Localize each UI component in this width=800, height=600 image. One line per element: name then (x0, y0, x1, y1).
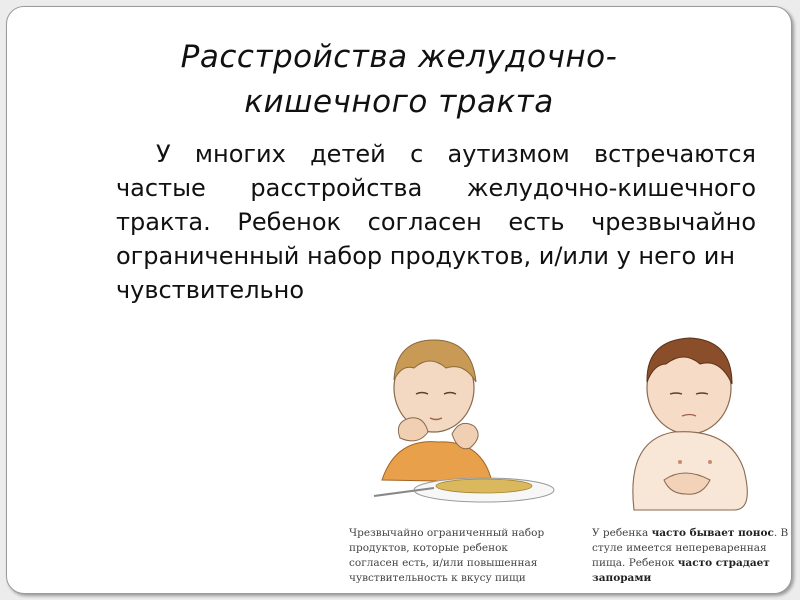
toddler-holding-tummy-image (633, 338, 747, 510)
body-text-main: У многих детей с аутизмом встречаются частые расстройства желудочно-кишечного тракта. Ребенок согласен есть чрезвычайно ограниченный набор продуктов, и/или у него ин (116, 140, 756, 270)
caption-right-bold1: часто бывает понос (651, 527, 774, 539)
body-text-tail: чувствительно (116, 276, 305, 304)
slide-title-line1: Расстройства желудочно- (180, 39, 618, 75)
caption-right-part2: . В стуле имеется непереваренная пища. Ребенок (592, 527, 789, 569)
caption-right-bold2: часто страдает запорами (592, 557, 770, 584)
slide (6, 6, 792, 594)
caption-left: Чрезвычайно ограниченный набор продуктов, которые ребенок согласен есть, и/или повышенная чувствительность к вкусу пищи (349, 527, 545, 584)
caption-right (592, 526, 792, 586)
slide-body-text (116, 137, 756, 307)
caption-right-part1: У ребенка (592, 527, 652, 539)
illustration-panel (334, 310, 792, 594)
boy-at-plate-image (374, 340, 554, 502)
slide-title-line2: кишечного тракта (244, 84, 554, 120)
slide-title (27, 35, 771, 125)
